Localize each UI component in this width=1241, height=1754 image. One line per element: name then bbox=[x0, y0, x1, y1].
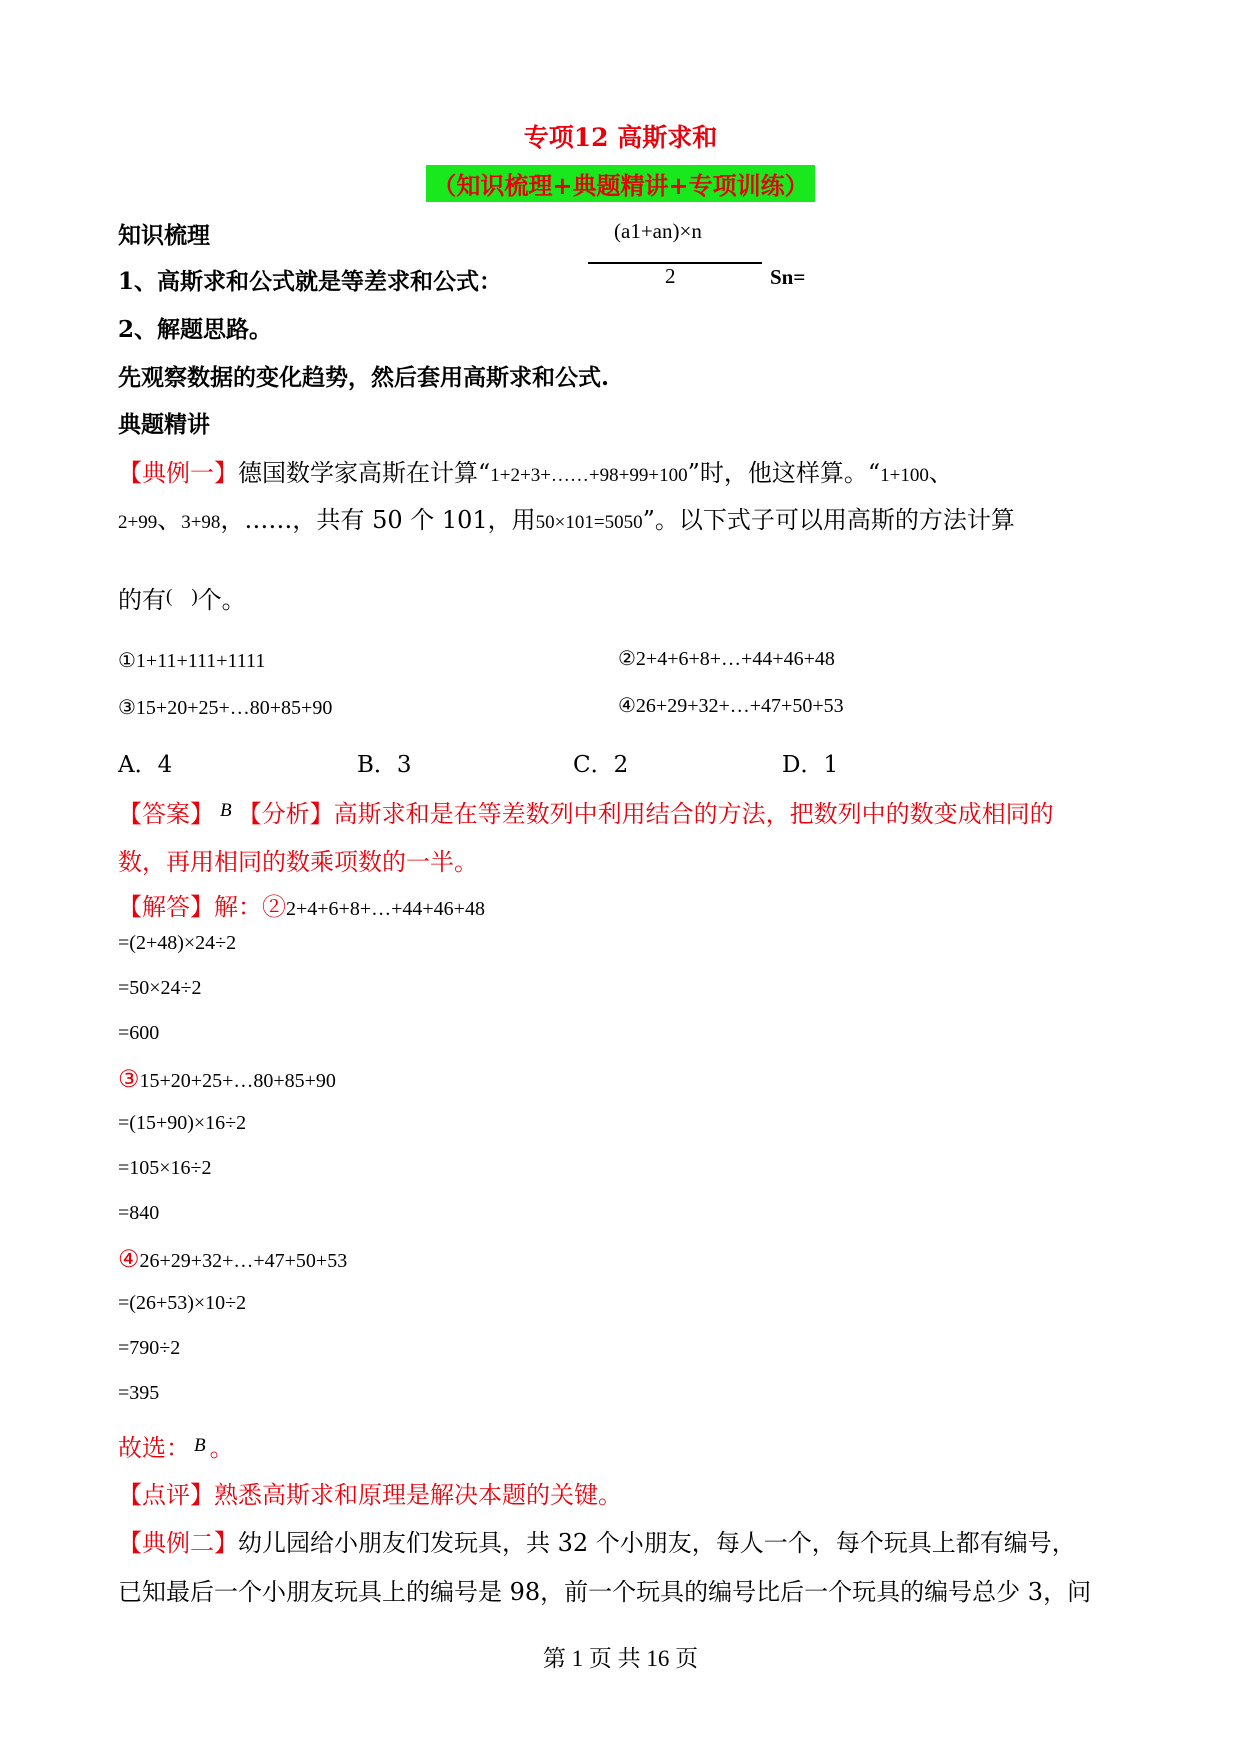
answer-line bbox=[118, 794, 1054, 829]
option-2: ②2+4+6+8+…+44+46+48 bbox=[618, 648, 835, 670]
formula-lhs: Sn= bbox=[770, 265, 806, 289]
choose-line bbox=[118, 1428, 234, 1463]
option-3: ③15+20+25+…80+85+90 bbox=[118, 697, 333, 719]
knowledge-point-1: 1、高斯求和公式就是等差求和公式： bbox=[118, 268, 503, 295]
choose-label: 故选： bbox=[118, 1434, 190, 1462]
choice-b: B．3 bbox=[357, 752, 412, 778]
option-1: ①1+11+111+1111 bbox=[118, 650, 266, 672]
example1-expression: 1+2+3+……+98+99+100 bbox=[490, 465, 688, 486]
example1-text: ”。以下式子可以用高斯的方法计算 bbox=[642, 506, 1015, 534]
choice-d: D．1 bbox=[782, 752, 839, 778]
example2-tag: 【典例二】 bbox=[118, 1529, 238, 1557]
comment-line bbox=[118, 1475, 622, 1510]
example1-text: 德国数学家高斯在计算“ bbox=[238, 459, 491, 487]
example1-text: 的有 bbox=[118, 586, 166, 614]
solution-step: =(26+53)×10÷2 bbox=[118, 1292, 247, 1314]
example1-expression: 1+100 bbox=[880, 465, 929, 486]
solution-mark: ③ bbox=[118, 1065, 140, 1093]
answer-blank: ( ) bbox=[166, 586, 198, 607]
option-4: ④26+29+32+…+47+50+53 bbox=[618, 695, 844, 717]
page-title: 专项12 高斯求和 bbox=[523, 123, 718, 152]
example1-text: 、 bbox=[157, 506, 182, 534]
answer-value: B bbox=[220, 800, 232, 821]
example2-line1 bbox=[118, 1523, 1076, 1558]
answer-tag: 【答案】 bbox=[118, 800, 214, 828]
knowledge-point-2: 2、解题思路。 bbox=[118, 316, 273, 343]
example2-text: 幼儿园给小朋友们发玩具，共 32 个小朋友，每人一个，每个玩具上都有编号， bbox=[238, 1529, 1076, 1557]
subtitle-row bbox=[0, 165, 1241, 202]
example1-text: 、 bbox=[928, 459, 953, 487]
example1-line3 bbox=[118, 580, 246, 615]
page-subtitle: （知识梳理+典题精讲+专项训练） bbox=[426, 165, 814, 202]
knowledge-heading: 知识梳理 bbox=[118, 222, 210, 249]
solution-line-2 bbox=[118, 887, 485, 922]
solution-step: =600 bbox=[118, 1022, 160, 1044]
example1-text: ，……，共有 50 个 101，用 bbox=[220, 506, 536, 534]
solution-expression: 2+4+6+8+…+44+46+48 bbox=[286, 898, 485, 920]
solution-step: =790÷2 bbox=[118, 1337, 181, 1359]
choice-c: C．2 bbox=[573, 752, 629, 778]
choose-end: 。 bbox=[209, 1434, 234, 1462]
comment-text: 熟悉高斯求和原理是解决本题的关键。 bbox=[214, 1481, 622, 1509]
solution-line-3 bbox=[118, 1065, 336, 1093]
formula-numerator: (a1+an)×n bbox=[614, 219, 702, 243]
page-number: 第 1 页 共 16 页 bbox=[542, 1646, 699, 1671]
choice-a: A．4 bbox=[118, 752, 173, 778]
solution-mark: ② bbox=[262, 893, 286, 921]
solution-step: =395 bbox=[118, 1382, 160, 1404]
solution-step: =840 bbox=[118, 1202, 160, 1224]
example1-tag: 【典例一】 bbox=[118, 459, 238, 487]
solution-step: =50×24÷2 bbox=[118, 977, 202, 999]
formula-denominator: 2 bbox=[665, 264, 676, 288]
examples-heading: 典题精讲 bbox=[118, 411, 210, 438]
solution-expression: 26+29+32+…+47+50+53 bbox=[139, 1250, 348, 1272]
choose-value: B bbox=[194, 1435, 206, 1456]
example1-text: 个。 bbox=[197, 586, 246, 614]
analysis-tag: 【分析】 bbox=[237, 800, 334, 828]
analysis-text: 高斯求和是在等差数列中利用结合的方法，把数列中的数变成相同的 bbox=[333, 800, 1054, 828]
solution-step: =(15+90)×16÷2 bbox=[118, 1112, 247, 1134]
example1-expression: 2+99 bbox=[118, 512, 158, 533]
solution-line-4 bbox=[118, 1245, 347, 1273]
solution-step: =105×16÷2 bbox=[118, 1157, 212, 1179]
example1-expression: 50×101=5050 bbox=[535, 512, 643, 533]
solution-expression: 15+20+25+…80+85+90 bbox=[139, 1070, 336, 1092]
example1-line1 bbox=[118, 453, 953, 488]
example1-expression: 3+98 bbox=[181, 512, 221, 533]
solution-step: =(2+48)×24÷2 bbox=[118, 932, 237, 954]
example1-line2 bbox=[118, 500, 1015, 535]
analysis-line2: 数，再用相同的数乘项数的一半。 bbox=[118, 848, 478, 876]
solution-mark: ④ bbox=[118, 1245, 140, 1273]
example1-text: ”时，他这样算。“ bbox=[687, 459, 881, 487]
example2-line2: 已知最后一个小朋友玩具上的编号是 98，前一个玩具的编号比后一个玩具的编号总少 3，问 bbox=[118, 1578, 1092, 1606]
comment-tag: 【点评】 bbox=[118, 1481, 214, 1509]
knowledge-point-3: 先观察数据的变化趋势，然后套用高斯求和公式. bbox=[118, 364, 610, 391]
solution-tag: 【解答】解： bbox=[118, 893, 262, 921]
